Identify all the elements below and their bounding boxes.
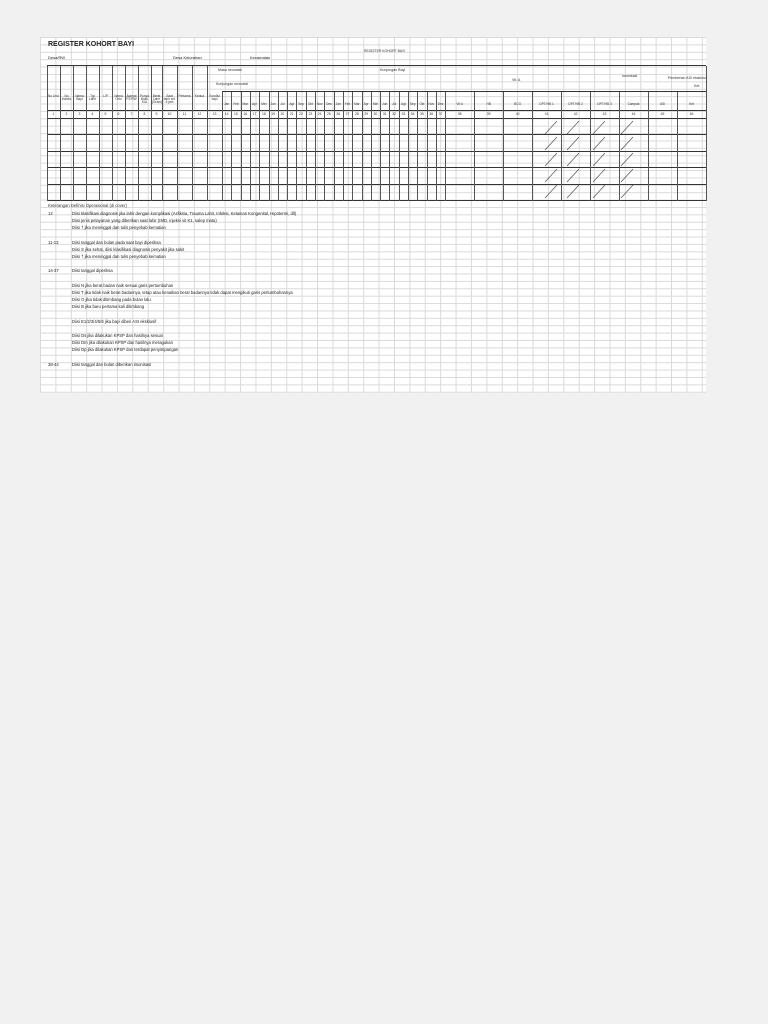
column-number: 11 [182, 112, 187, 116]
column-header: Agt [400, 102, 406, 106]
register-sheet [40, 37, 706, 393]
column-header: Punya Buku KIA [139, 94, 150, 105]
column-header: Mei [261, 102, 267, 106]
column-header: Jan [335, 102, 341, 106]
column-number: 16 [243, 112, 248, 116]
column-number: 6 [117, 112, 120, 116]
column-divider [445, 91, 446, 201]
column-number: 36 [429, 112, 434, 116]
column-number: 33 [401, 112, 406, 116]
note-line: Diisi Dp jika dilakukan KPSP dan terdapat penyimpangan [72, 347, 179, 353]
column-divider [125, 66, 126, 201]
column-number: 21 [289, 112, 294, 116]
note-line: Diisi tanggal diperiksa [72, 268, 113, 274]
column-number: 14 [224, 112, 229, 116]
column-divider [619, 91, 620, 201]
column-number: 24 [317, 112, 322, 116]
column-divider [222, 91, 223, 201]
column-divider [151, 66, 152, 201]
column-header: L/P [103, 94, 108, 98]
column-divider [371, 91, 372, 201]
column-number: 39 [486, 112, 491, 116]
note-line: Diisi N jika berat badan naik sesuai garis pertumbuhan [72, 282, 174, 288]
column-divider [250, 91, 251, 201]
column-header: Apr [363, 102, 369, 106]
column-header: DPT/HB 2 [568, 102, 583, 106]
column-number: 17 [252, 112, 257, 116]
column-number: 42 [573, 112, 578, 116]
column-header: Campak [627, 102, 640, 106]
column-number: 26 [336, 112, 341, 116]
column-divider [86, 66, 87, 201]
asi-label: Pemberian ASI eksklusif [668, 76, 707, 80]
column-header: Mar [242, 102, 248, 106]
column-header: Nov [428, 102, 435, 106]
column-header: Vit A [456, 102, 463, 106]
column-header: No Indeks [61, 94, 72, 102]
column-number: 3 [78, 112, 81, 116]
column-header: Nama Ortu [114, 94, 123, 102]
column-divider [177, 66, 178, 201]
column-number: 22 [299, 112, 303, 116]
column-divider [389, 91, 390, 201]
column-header: DPT/HB 3 [597, 102, 612, 106]
column-number: 19 [271, 112, 276, 116]
column-header: Kondisi bayi [209, 94, 220, 102]
column-divider [352, 91, 353, 201]
column-divider [112, 66, 113, 201]
column-divider [99, 66, 100, 201]
column-header: Jan [224, 102, 230, 106]
column-header: Berat Lahir (Gram) [152, 94, 163, 105]
note-line: Diisi tanggal dan bulan pada saat bayi diperiksa [72, 239, 161, 245]
column-header: DPT/HB 1 [539, 102, 554, 106]
column-number: 13 [212, 112, 217, 116]
column-header: Saat lahir s/d 6 jam [163, 94, 176, 105]
note-line: Diisi † jika meninggal dan tulis penyebab kematian [72, 254, 166, 259]
column-divider [259, 91, 260, 201]
column-number: 25 [327, 112, 331, 116]
column-number: 2 [65, 112, 68, 116]
column-divider [561, 91, 562, 201]
column-number: 46 [689, 112, 694, 116]
imunisasi-label: Imunisasi [622, 74, 638, 78]
column-divider [436, 91, 437, 201]
column-header: Nov [316, 102, 323, 106]
note-line: Diisi S jika sehat, diisi klasifikasi diagnosis penyakit jika sakit [72, 246, 185, 252]
column-divider [73, 66, 74, 201]
column-number: 35 [420, 112, 424, 116]
column-header: Nama Bayi [75, 94, 84, 102]
note-range: 12 [48, 211, 53, 216]
notes-heading: Keterangan Definisi Operasional (di cover) [48, 203, 127, 208]
column-header: Des [437, 102, 444, 106]
column-divider [241, 91, 242, 201]
column-number: 38 [457, 112, 462, 116]
column-number: 32 [392, 112, 396, 116]
column-header: ASI [659, 102, 666, 106]
header-mid-rule [222, 91, 706, 92]
column-divider [417, 91, 418, 201]
column-number: 29 [364, 112, 369, 116]
column-divider [60, 66, 61, 201]
column-header: Des [326, 102, 332, 106]
column-divider [47, 66, 48, 201]
column-header: Sep [298, 102, 304, 106]
column-number: 9 [155, 112, 158, 116]
column-divider [399, 91, 400, 201]
kunjungan-neonatal-label: Kunjungan neonatal [216, 82, 248, 86]
column-divider [590, 91, 591, 201]
column-divider [269, 91, 270, 201]
column-number: 31 [382, 112, 387, 116]
column-number: 8 [143, 112, 146, 116]
puskesmas-label: Desa Kelurahan [173, 55, 202, 60]
column-number: 44 [631, 112, 636, 116]
column-divider [677, 91, 678, 201]
column-header: Jun [270, 102, 276, 106]
column-number: 30 [373, 112, 378, 116]
column-divider [138, 66, 139, 201]
column-number: 43 [602, 112, 607, 116]
note-line: Diisi tanggal dan bulan diberikan imunisasi [72, 361, 152, 367]
column-number: 27 [345, 112, 350, 116]
group-neonatal-label: Masa neonatal [218, 68, 242, 72]
column-header: HB [486, 102, 491, 106]
column-header: Jun [382, 102, 388, 106]
column-number: 18 [261, 112, 266, 116]
column-divider [296, 91, 297, 201]
header-top-rule [47, 65, 706, 66]
column-divider [532, 91, 533, 201]
column-divider [380, 91, 381, 201]
column-header: Sep [409, 102, 416, 106]
note-range: 11-13 [48, 239, 59, 245]
column-header: Jul [392, 102, 397, 106]
note-line: Diisi jenis pelayanan yang diberikan saat lahir (IMD, injeksi vit K1, salep mata) [72, 218, 217, 224]
column-divider [427, 91, 428, 201]
column-number: 10 [167, 112, 172, 116]
column-header: Okt [419, 102, 425, 106]
column-header: Pertama [178, 94, 191, 98]
note-line: Diisi T jika tidak naik berat badannya, tetap atau kenaikan berat badannya tidak dapat mengikuti garis pertumbuhannya [72, 289, 293, 295]
column-divider [278, 91, 279, 201]
desa-label: Desa/RW [48, 55, 66, 60]
column-divider [306, 91, 307, 201]
note-line: Diisi klasifikasi diagnosis jika lahir dengan komplikasi (Asfiksia, Trauma Lahir, Infeksi, Kelainan Kongenital, Hipotermi, dll) [72, 211, 297, 216]
header-bottom-rule [47, 110, 706, 111]
page-title: REGISTER KOHORT BAYI [48, 41, 135, 48]
column-divider [706, 66, 707, 201]
column-divider [343, 91, 344, 201]
column-header: Feb [344, 102, 351, 106]
column-header: Mar [354, 102, 360, 106]
column-number: 34 [410, 112, 415, 116]
column-header: Agt [289, 102, 295, 106]
column-number: 4 [91, 112, 94, 116]
column-divider [192, 66, 193, 201]
vit-a-label: Vit. A [512, 78, 521, 82]
column-header: BCG [514, 102, 522, 106]
column-header: Apr [252, 102, 258, 106]
column-divider [324, 91, 325, 201]
group-bayi-label: Kunjungan Bayi [380, 68, 406, 72]
ket-label: Ket. [694, 84, 701, 88]
note-line: Diisi Dm jika dilakukan KPSP dan hasilnya meragukan [72, 340, 173, 346]
column-divider [334, 91, 335, 201]
note-line: Diisi E1/2/3/4/5/6 jika bayi diberi ASI eksklusif [72, 318, 157, 324]
note-line: Diisi Ds jika dilakukan KPSP dan hasilnya sesuai [72, 333, 163, 338]
column-number: 15 [234, 112, 238, 116]
column-divider [287, 91, 288, 201]
kecamatan-label: Kecamatan [250, 55, 271, 60]
column-number: 28 [354, 112, 359, 116]
note-line: Diisi O jika tidak ditimbang pada bulan lalu [72, 297, 151, 302]
column-divider [315, 91, 316, 201]
column-header: Feb [233, 102, 239, 106]
column-divider [231, 91, 232, 201]
column-header: Ket [689, 102, 694, 106]
column-header: Tgl Lahir [88, 94, 97, 102]
note-range: 38-44 [48, 361, 59, 367]
column-number: 12 [197, 112, 202, 116]
column-divider [162, 66, 163, 201]
column-header: Okt [307, 102, 313, 106]
column-number: 45 [660, 112, 665, 116]
column-number: 40 [515, 112, 520, 116]
page-subtitle: REGISTER KOHORT BAYI [364, 49, 406, 53]
column-number: 5 [104, 112, 107, 116]
column-divider [207, 66, 208, 201]
column-number: 20 [280, 112, 285, 116]
column-number: 37 [438, 112, 443, 116]
column-divider [408, 91, 409, 201]
column-number: 41 [544, 112, 549, 116]
column-number: 23 [308, 112, 313, 116]
column-divider [362, 91, 363, 201]
column-divider [648, 91, 649, 201]
column-divider [474, 91, 475, 201]
column-header: Mei [372, 102, 379, 106]
note-range: 14-37 [48, 268, 59, 274]
column-number: 1 [52, 112, 55, 116]
column-header: No Urut [48, 94, 59, 98]
column-number: 7 [130, 112, 133, 116]
column-header: Kedua [194, 94, 205, 98]
column-divider [503, 91, 504, 201]
column-header: Alamat RT/RW [126, 94, 137, 102]
note-line: Diisi B jika baru pertama kali ditimbang [72, 304, 145, 310]
column-header: Jul [280, 102, 285, 106]
note-line: Diisi † jika meninggal dan tulis penyebab kematian [72, 225, 166, 231]
